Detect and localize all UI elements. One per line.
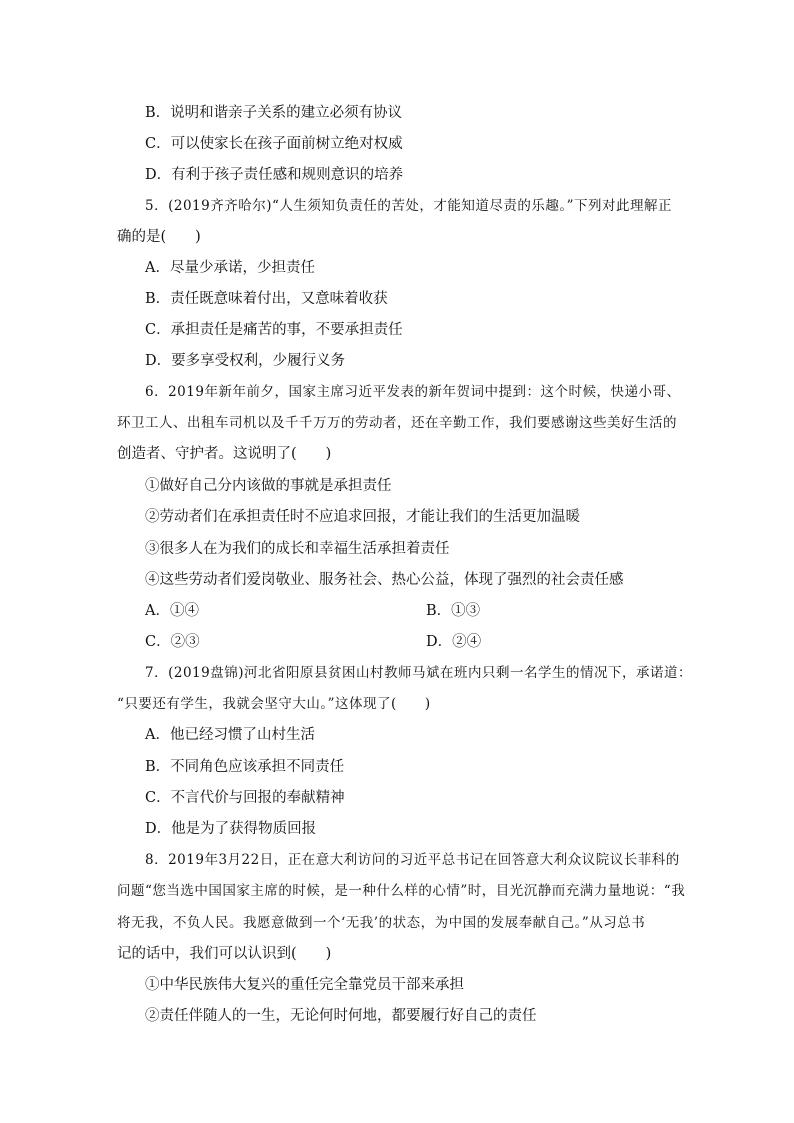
option-label: B． [426,603,452,619]
q7-option-b[interactable] [145,757,344,777]
q8-statement-1: ①中华民族伟大复兴的重任完全靠党员干部来承担 [145,977,464,993]
q8-stem-line3: 将无我，不负人民。我愿意做到一个‘无我’的状态，为中国的发展奉献自己。”从习总书 [117,915,646,931]
option-text: ①③ [451,603,481,619]
option-text: 有利于孩子责任感和规则意识的培养 [171,167,404,183]
option-label: C． [145,136,171,152]
q5-stem-line1: 5．(2019齐齐哈尔)“人生须知负责任的苦处，才能知道尽责的乐趣。”下列对此理解正 [145,198,673,214]
option-text: ②③ [170,634,200,650]
option-text: 要多享受权利，少履行义务 [171,353,346,369]
q4-option-b[interactable] [145,103,402,123]
option-text: 他已经习惯了山村生活 [169,727,315,743]
q6-stem-line2: 环卫工人、出租车司机以及千千万万的劳动者，还在辛勤工作，我们要感谢这些美好生活的 [117,415,677,431]
option-label: C． [145,634,171,650]
option-label: A． [145,260,170,276]
q6-statement-3: ③很多人在为我们的成长和幸福生活承担着责任 [145,541,450,557]
q6-option-d[interactable] [426,632,481,652]
q5-option-c[interactable] [145,320,403,340]
option-label: B． [145,291,171,307]
q6-option-a[interactable] [145,601,199,621]
option-text: 尽量少承诺，少担责任 [169,260,315,276]
option-text: ②④ [452,634,482,650]
option-label: B． [145,759,171,775]
option-label: A． [145,727,170,743]
option-label: B． [145,105,171,121]
option-text: 不同角色应该承担不同责任 [170,759,345,775]
option-text: 说明和谐亲子关系的建立必须有协议 [170,105,403,121]
q5-option-a[interactable] [145,258,315,278]
q8-stem-line4: 记的话中，我们可以认识到( ) [117,946,332,962]
option-text: ①④ [169,603,199,619]
q4-option-c[interactable] [145,134,403,154]
q7-option-d[interactable] [145,819,316,839]
q5-option-b[interactable] [145,289,388,309]
q8-stem-line1: 8．2019年3月22日，正在意大利访问的习近平总书记在回答意大利众议院议长菲科的 [145,852,680,868]
q5-stem-line2: 确的是( ) [117,229,201,245]
q6-option-c[interactable] [145,632,200,652]
option-label: D． [145,167,172,183]
option-text: 不言代价与回报的奉献精神 [170,790,345,806]
option-label: D． [145,353,172,369]
q6-statement-1: ①做好自己分内该做的事就是承担责任 [145,478,392,494]
option-label: C． [145,790,171,806]
option-text: 可以使家长在孩子面前树立绝对权威 [170,136,403,152]
option-text: 他是为了获得物质回报 [171,821,317,837]
q6-statement-2: ②劳动者们在承担责任时不应追求回报，才能让我们的生活更加温暖 [145,509,580,525]
q7-option-c[interactable] [145,788,345,808]
q6-stem-line1: 6．2019年新年前夕，国家主席习近平发表的新年贺词中提到：这个时候，快递小哥、 [145,384,681,400]
q4-option-d[interactable] [145,165,403,185]
option-text: 承担责任是痛苦的事，不要承担责任 [170,322,403,338]
q6-stem-line3: 创造者、守护者。这说明了( ) [117,446,332,462]
option-label: D． [426,634,453,650]
q7-stem-line2: “只要还有学生，我就会坚守大山。”这体现了( ) [117,696,431,712]
q8-stem-line2: 问题“您当选中国国家主席的时候，是一种什么样的心情”时，目光沉静而充满力量地说：“我 [117,883,686,899]
q5-option-d[interactable] [145,351,345,371]
option-label: A． [145,603,170,619]
q6-option-b[interactable] [426,601,480,621]
option-text: 责任既意味着付出，又意味着收获 [170,291,388,307]
q6-statement-4: ④这些劳动者们爱岗敬业、服务社会、热心公益，体现了强烈的社会责任感 [145,572,624,588]
q7-option-a[interactable] [145,725,315,745]
q7-stem-line1: 7．(2019盘锦)河北省阳原县贫困山村教师马斌在班内只剩一名学生的情况下，承诺道： [145,665,692,681]
option-label: D． [145,821,172,837]
q8-statement-2: ②责任伴随人的一生，无论何时何地，都要履行好自己的责任 [145,1008,537,1024]
option-label: C． [145,322,171,338]
